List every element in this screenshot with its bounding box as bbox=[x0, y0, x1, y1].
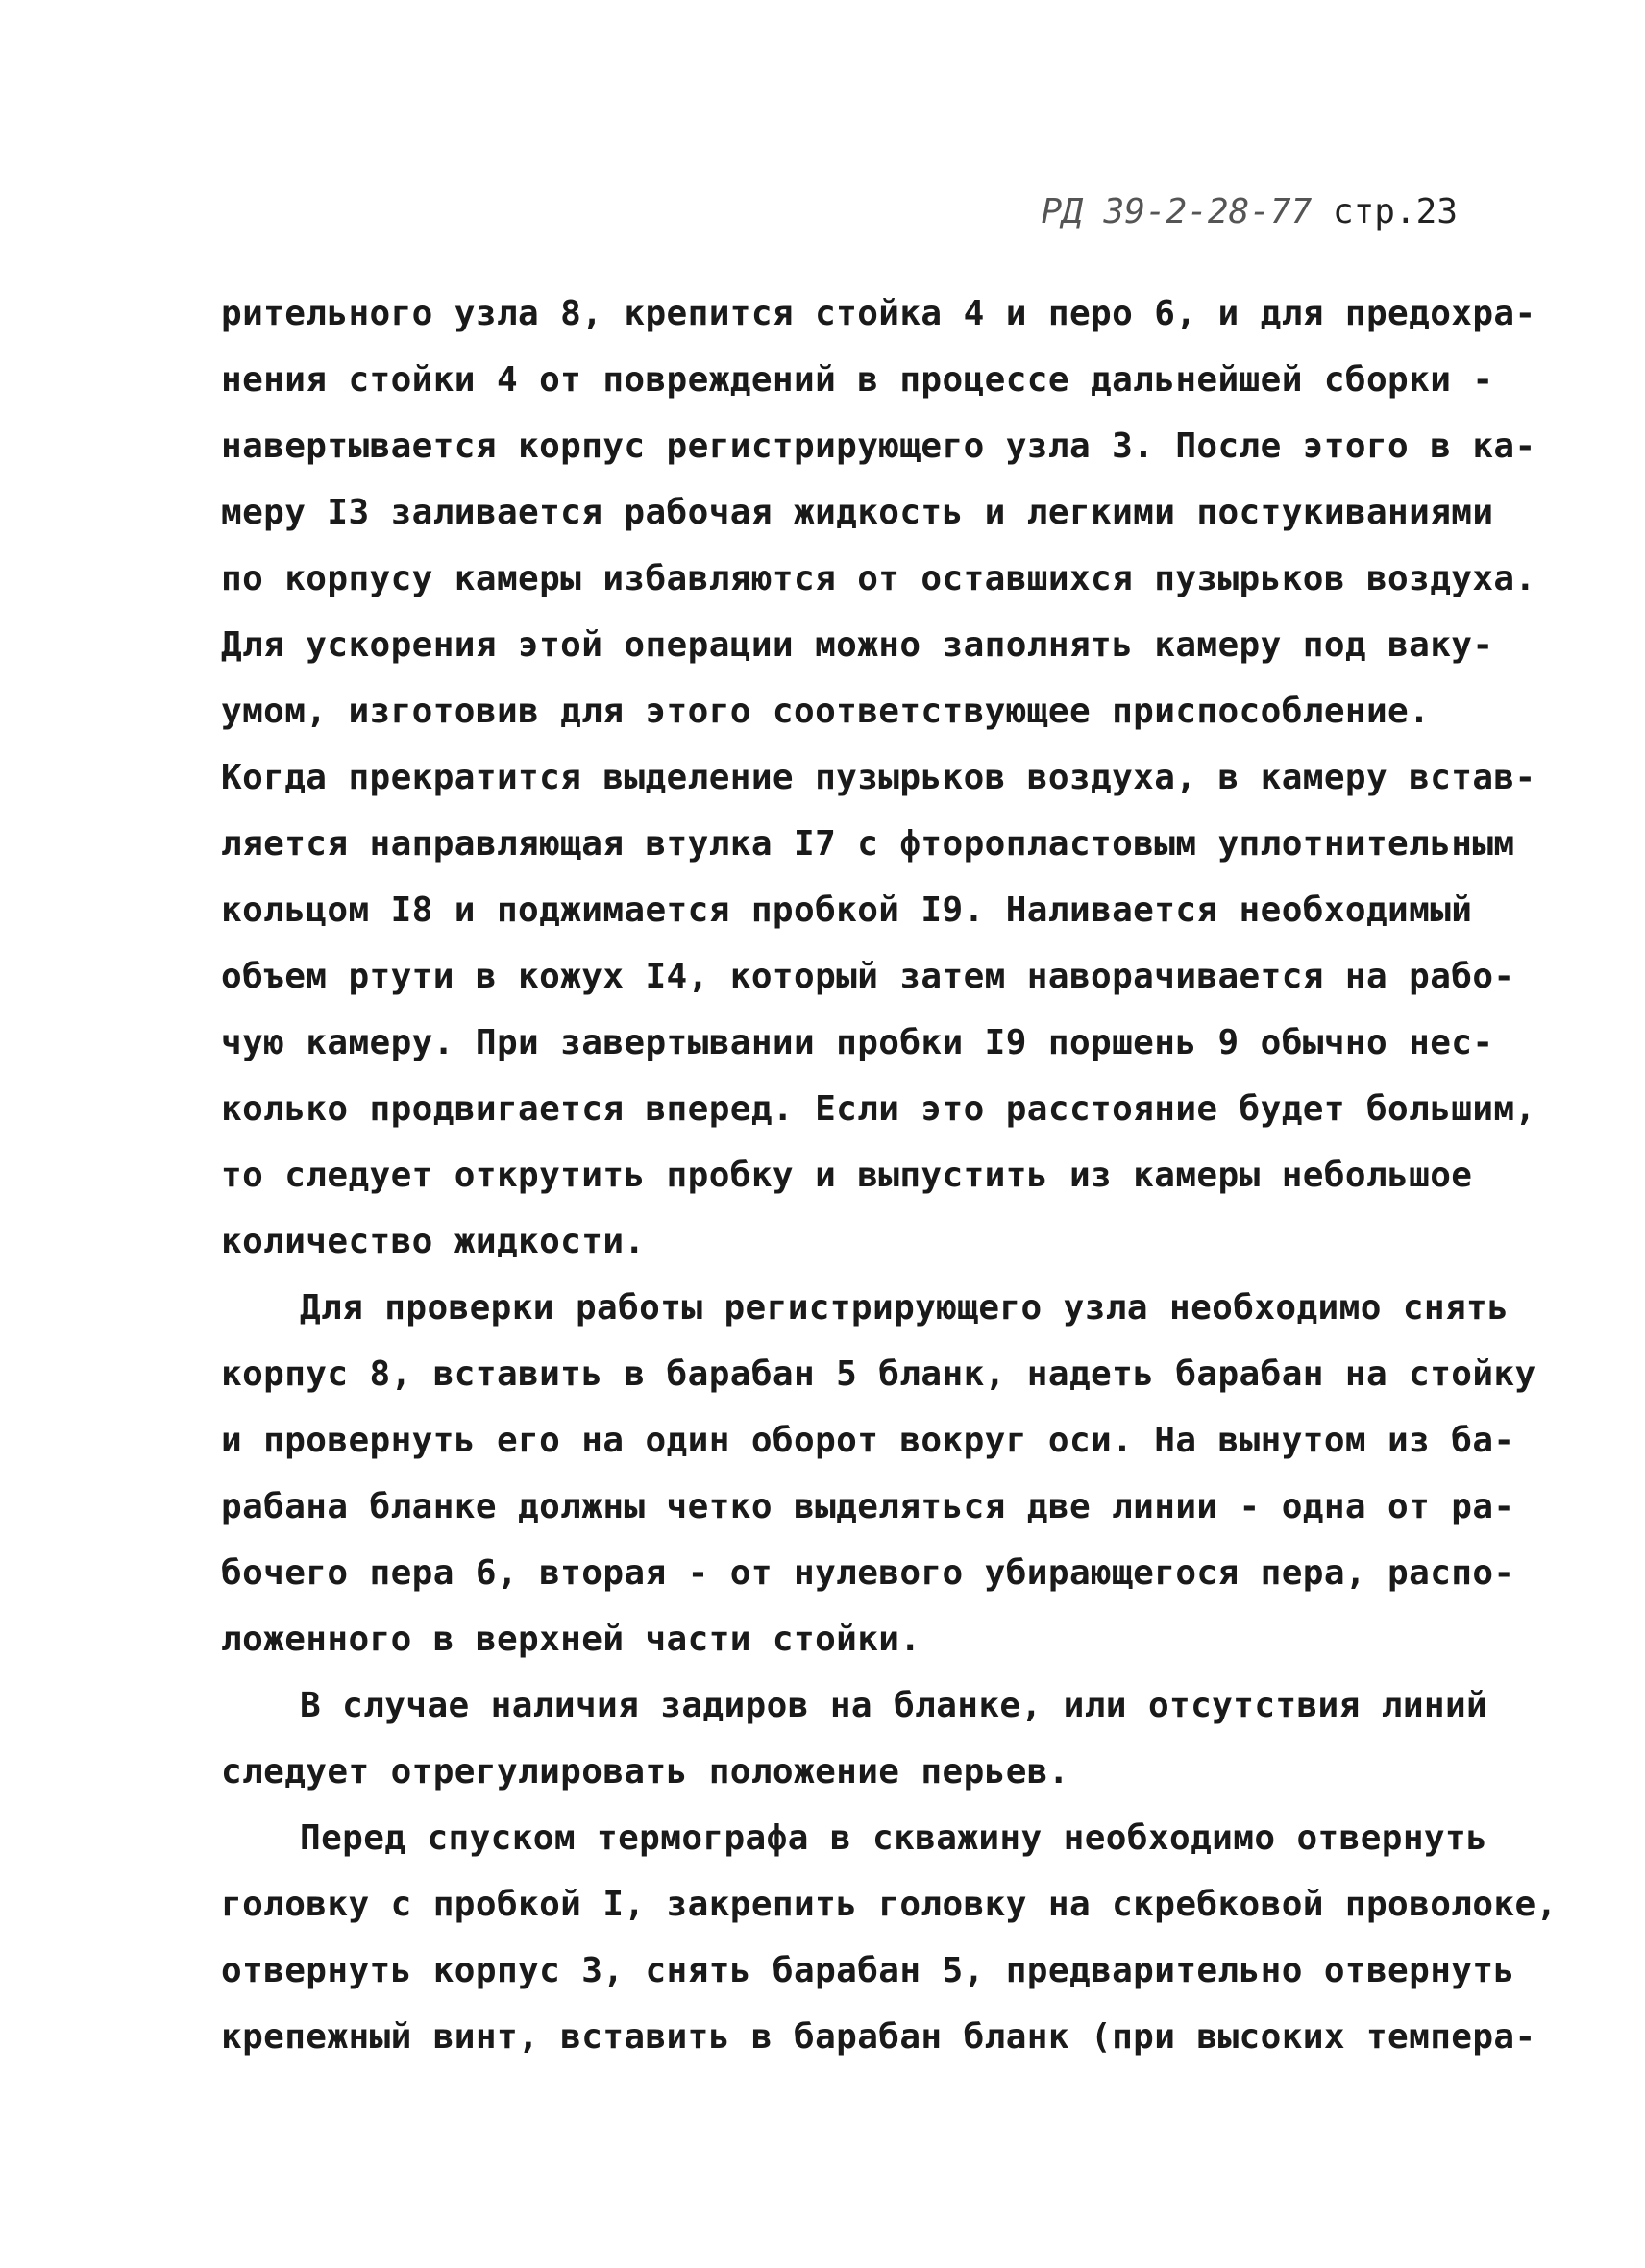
text-line: следует отрегулировать положение перьев. bbox=[221, 1752, 1069, 1792]
text-line: меру I3 заливается рабочая жидкость и легкими постукиваниями bbox=[221, 493, 1494, 532]
page-number: стр.23 bbox=[1332, 192, 1458, 232]
text-line: рительного узла 8, крепится стойка 4 и перо 6, и для предохра- bbox=[221, 294, 1536, 333]
text-line: Перед спуском термографа в скважину необходимо отвернуть bbox=[300, 1818, 1488, 1858]
text-line: головку с пробкой I, закрепить головку на скребковой проволоке, bbox=[221, 1885, 1558, 1924]
text-line: и провернуть его на один оборот вокруг оси. На вынутом из ба- bbox=[221, 1421, 1515, 1460]
text-line: навертывается корпус регистрирующего узла 3. После этого в ка- bbox=[221, 427, 1536, 466]
text-line: нения стойки 4 от повреждений в процессе дальнейшей сборки - bbox=[221, 360, 1494, 400]
text-line: по корпусу камеры избавляются от оставшихся пузырьков воздуха. bbox=[221, 559, 1536, 598]
text-line: корпус 8, вставить в барабан 5 бланк, надеть барабан на стойку bbox=[221, 1354, 1536, 1394]
text-line: ляется направляющая втулка I7 с фторопластовым уплотнительным bbox=[221, 824, 1515, 864]
text-line: то следует открутить пробку и выпустить из камеры небольшое bbox=[221, 1156, 1473, 1195]
text-line: ложенного в верхней части стойки. bbox=[221, 1620, 921, 1659]
text-line: рабана бланке должны четко выделяться две линии - одна от ра- bbox=[221, 1487, 1515, 1526]
text-line: Когда прекратится выделение пузырьков воздуха, в камеру встав- bbox=[221, 758, 1536, 797]
text-line: колько продвигается вперед. Если это расстояние будет большим, bbox=[221, 1089, 1536, 1129]
text-line: В случае наличия задиров на бланке, или отсутствия линий bbox=[300, 1686, 1488, 1725]
document-code: РД 39-2-28-77 bbox=[1041, 192, 1313, 232]
body-text bbox=[221, 280, 1558, 2070]
text-line: отвернуть корпус 3, снять барабан 5, предварительно отвернуть bbox=[221, 1951, 1515, 1990]
text-line: умом, изготовив для этого соответствующее приспособление. bbox=[221, 692, 1431, 731]
text-line: чую камеру. При завертывании пробки I9 поршень 9 обычно нес- bbox=[221, 1023, 1494, 1062]
page-header bbox=[1042, 192, 1459, 232]
text-line: количество жидкости. bbox=[221, 1222, 646, 1261]
text-line: бочего пера 6, вторая - от нулевого убирающегося пера, распо- bbox=[221, 1553, 1515, 1593]
text-line: крепежный винт, вставить в барабан бланк (при высоких темпера- bbox=[221, 2017, 1536, 2057]
text-line: кольцом I8 и поджимается пробкой I9. Наливается необходимый bbox=[221, 890, 1473, 930]
text-line: Для ускорения этой операции можно заполнять камеру под ваку- bbox=[221, 625, 1494, 665]
text-line: Для проверки работы регистрирующего узла необходимо снять bbox=[300, 1288, 1510, 1328]
text-line: объем ртути в кожух I4, который затем наворачивается на рабо- bbox=[221, 957, 1515, 996]
